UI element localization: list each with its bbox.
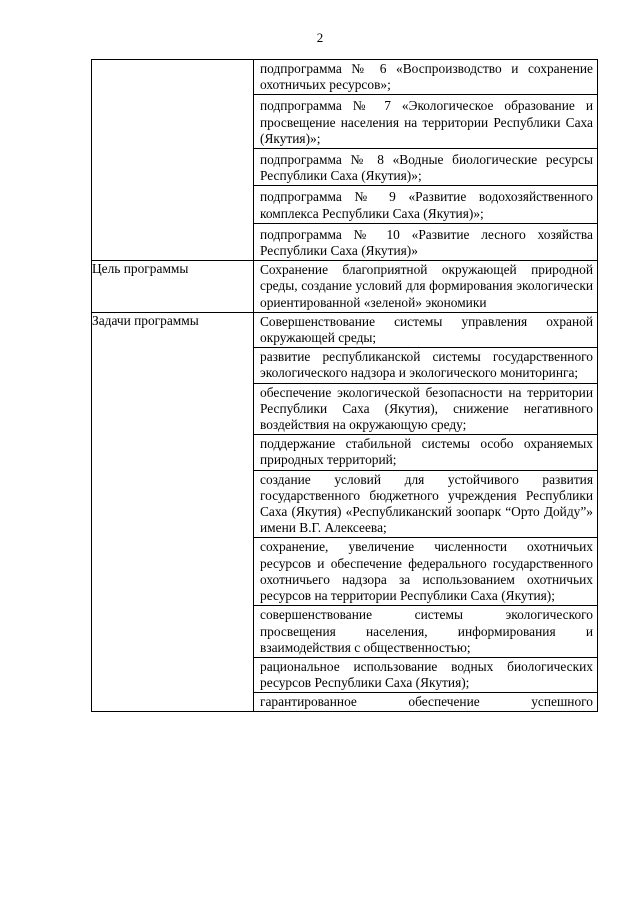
list-item: совершенствование системы экологического просвещения населения, информирования и взаимодействия с общественностью; (254, 606, 597, 658)
list-item: Сохранение благоприятной окружающей природной среды, создание условий для формирования экологически ориентированной «зеленой» экономики (260, 262, 593, 310)
list-item: подпрограмма № 8 «Водные биологические ресурсы Республики Саха (Якутия)»; (254, 149, 597, 186)
list-item: развитие республиканской системы государственного экологического надзора и экологического мониторинга; (254, 348, 597, 383)
table-row (92, 312, 598, 711)
tasks-cell (254, 312, 598, 711)
list-item: поддержание стабильной системы особо охраняемых природных территорий; (254, 435, 597, 470)
list-item: гарантированное обеспечение успешного (260, 694, 593, 710)
list-item: обеспечение экологической безопасности на территории Республики Саха (Якутия), снижение негативного воздействия на окружающую среду; (254, 384, 597, 436)
subprograms-cell (254, 60, 598, 261)
list-item: рациональное использование водных биологических ресурсов Республики Саха (Якутия); (254, 658, 597, 693)
goal-cell (254, 261, 598, 313)
table-row (92, 60, 598, 261)
page-number: 2 (316, 30, 324, 45)
table-row (92, 261, 598, 313)
list-item: подпрограмма № 10 «Развитие лесного хозяйства Республики Саха (Якутия)» (260, 226, 593, 259)
row-label-empty (92, 60, 254, 261)
row-label-tasks: Задачи программы (92, 312, 254, 711)
list-item: подпрограмма № 7 «Экологическое образование и просвещение населения на территории Республики Саха (Якутия)»; (254, 95, 597, 149)
row-label-goal: Цель программы (92, 261, 254, 313)
list-item: подпрограмма № 6 «Воспроизводство и сохранение охотничьих ресурсов»; (254, 60, 597, 95)
list-item: подпрограмма № 9 «Развитие водохозяйственного комплекса Республики Саха (Якутия)»; (254, 186, 597, 223)
list-item: создание условий для устойчивого развития государственного бюджетного учреждения Республики Саха (Якутия) «Республиканский зоопарк “Орто Дойду”» имени В.Г. Алексеева; (254, 471, 597, 539)
program-passport-table (91, 59, 598, 712)
list-item: Совершенствование системы управления охраной окружающей среды; (254, 313, 597, 348)
list-item: сохранение, увеличение численности охотничьих ресурсов и обеспечение федерального государственного охотничьего надзора за использованием охотничьих ресурсов на территории Республики Саха (Якутия); (254, 538, 597, 606)
